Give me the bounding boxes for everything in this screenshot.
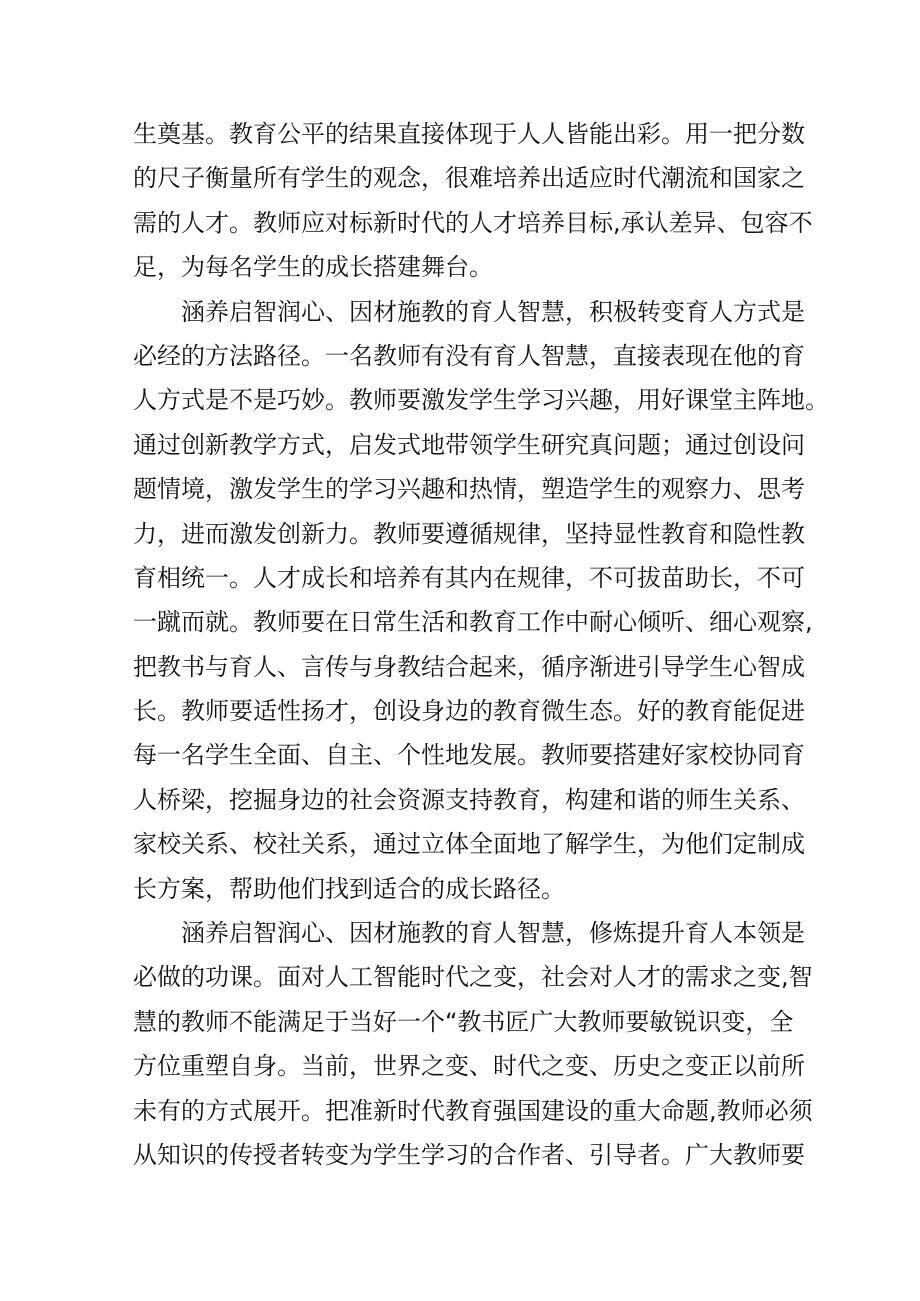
text-line: 必做的功课。面对人工智能时代之变，社会对人才的需求之变,智 [133, 963, 813, 992]
text-line: 需的人才。教师应对标新时代的人才培养目标,承认差异、包容不 [133, 208, 813, 237]
text-line: 育相统一。人才成长和培养有其内在规律，不可拔苗助长，不可 [133, 563, 805, 592]
text-line: 从知识的传授者转变为学生学习的合作者、引导者。广大教师要 [133, 1140, 805, 1169]
text-line: 的尺子衡量所有学生的观念，很难培养出适应时代潮流和国家之 [133, 164, 805, 193]
text-line: 未有的方式展开。把准新时代教育强国建设的重大命题,教师必须 [133, 1096, 813, 1125]
text-line: 把教书与育人、言传与身教结合起来，循序渐进引导学生心智成 [133, 652, 805, 681]
text-line: 生奠基。教育公平的结果直接体现于人人皆能出彩。用一把分数 [133, 120, 805, 148]
text-line: 足，为每名学生的成长搭建舞台。 [133, 253, 493, 282]
text-line: 通过创新教学方式，启发式地带领学生研究真问题；通过创设问 [133, 430, 805, 459]
text-line: 人方式是不是巧妙。教师要激发学生学习兴趣，用好课堂主阵地。 [133, 386, 829, 415]
text-line: 涵养启智润心、因材施教的育人智慧，修炼提升育人本领是 [181, 919, 805, 948]
text-line: 慧的教师不能满足于当好一个“教书匠广大教师要敏锐识变，全 [133, 1007, 794, 1036]
document-body [133, 112, 829, 1177]
text-line: 一蹴而就。教师要在日常生活和教育工作中耐心倾听、细心观察, [133, 608, 813, 637]
text-line: 家校关系、校社关系，通过立体全面地了解学生，为他们定制成 [133, 830, 805, 859]
text-line: 长。教师要适性扬才，创设身边的教育微生态。好的教育能促进 [133, 697, 805, 726]
text-line: 必经的方法路径。一名教师有没有育人智慧，直接表现在他的育 [133, 341, 805, 370]
text-line: 每一名学生全面、自主、个性地发展。教师要搭建好家校协同育 [133, 741, 805, 770]
text-line: 题情境，激发学生的学习兴趣和热情，塑造学生的观察力、思考 [133, 475, 805, 504]
text-line: 涵养启智润心、因材施教的育人智慧，积极转变育人方式是 [181, 297, 805, 326]
text-line: 长方案，帮助他们找到适合的成长路径。 [133, 874, 565, 903]
text-line: 人桥梁，挖掘身边的社会资源支持教育，构建和谐的师生关系、 [133, 785, 805, 814]
text-line: 方位重塑自身。当前，世界之变、时代之变、历史之变正以前所 [133, 1052, 805, 1081]
text-line: 力，进而激发创新力。教师要遵循规律，坚持显性教育和隐性教 [133, 519, 805, 548]
